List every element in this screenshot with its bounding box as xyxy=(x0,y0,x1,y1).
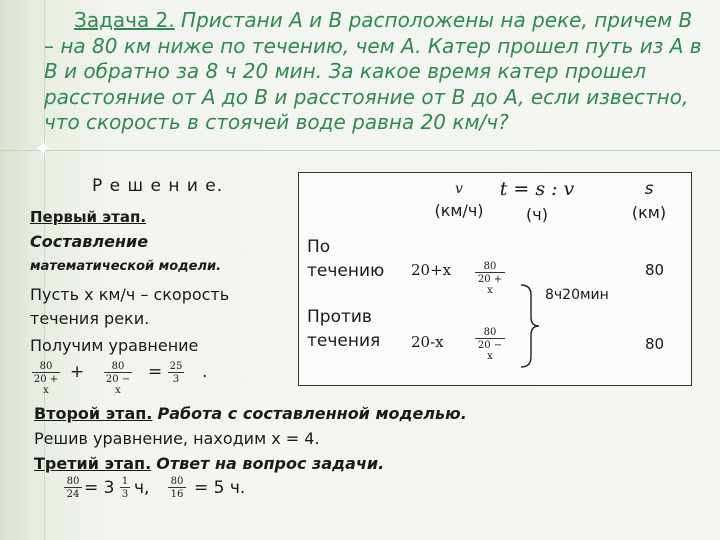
eq-fraction-2: $\frac{80}{20 - x}$ xyxy=(105,361,131,396)
col-s-unit: (км) xyxy=(631,203,667,222)
row2-v: 20-x xyxy=(411,333,444,351)
row2-label-1: Против xyxy=(307,307,372,327)
stage2-title: Второй этап. xyxy=(34,404,153,423)
row1-label-2: течению xyxy=(307,261,385,281)
answer-2-value: = 5 ч. xyxy=(194,478,246,498)
row1-label-1: По xyxy=(307,237,331,257)
col-v-header: v xyxy=(455,181,463,197)
answer-1-unit: ч, xyxy=(134,478,150,498)
task-statement xyxy=(44,8,704,136)
row1-t-fraction: $\frac{80}{20 + x}$ xyxy=(475,261,505,296)
stage1-title: Первый этап. xyxy=(30,208,147,226)
stage2-text: Работа с составленной моделью. xyxy=(157,404,467,423)
stage3-text: Ответ на вопрос задачи. xyxy=(156,454,385,473)
solution-table xyxy=(298,172,692,386)
task-text: Пристани A и B расположены на реке, причем B – на 80 км ниже по течению, чем A. Катер прошел путь из A в B и обратно за 8 ч 20 мин. За какое время катер прошел расстояние от A до B и расстояние от B до A, если известно, что скорость в стоячей воде равна 20 км/ч? xyxy=(44,8,702,134)
stage2-result: Решив уравнение, находим x = 4. xyxy=(34,429,320,448)
eq-equals: = xyxy=(148,362,163,382)
eq-end: . xyxy=(202,362,208,382)
task-label: Задача 2. xyxy=(74,8,175,32)
row2-t-fraction: $\frac{80}{20 - x}$ xyxy=(475,327,505,362)
answer-1-value: = 3 xyxy=(84,478,115,498)
row2-s: 80 xyxy=(645,335,665,353)
total-time: 8ч20мин xyxy=(545,287,609,303)
decor-sparkle-icon: ✦ xyxy=(34,137,53,162)
col-t-header: t = s : v xyxy=(499,178,575,200)
row2-label-2: течения xyxy=(307,331,381,351)
col-v-unit: (км/ч) xyxy=(434,201,484,220)
stage3-line xyxy=(34,454,384,473)
stage2-line xyxy=(34,404,467,423)
equation-intro: Получим уравнение xyxy=(30,336,199,355)
eq-fraction-1: $\frac{80}{20 + x}$ xyxy=(33,361,59,396)
col-s-header: s xyxy=(644,179,654,199)
let-line2: течения реки. xyxy=(30,309,150,328)
decor-horizontal-line xyxy=(0,150,720,151)
stage3-title: Третий этап. xyxy=(34,454,152,473)
answer-fraction-1: $\frac{80}{24}$ xyxy=(64,476,82,500)
eq-plus: + xyxy=(70,362,85,382)
stage1-sub1: Составление xyxy=(30,232,149,251)
answer-1-mixed-fraction: $\frac{1}{3}$ xyxy=(121,476,129,500)
let-line1: Пусть x км/ч – скорость xyxy=(30,285,230,304)
solution-heading: Р е ш е н и е. xyxy=(92,176,224,196)
col-t-unit: (ч) xyxy=(526,205,548,224)
row1-v: 20+x xyxy=(411,261,452,279)
right-brace-icon xyxy=(517,283,541,369)
eq-fraction-3: $\frac{25}{3}$ xyxy=(169,361,183,385)
stage1-sub2: математической модели. xyxy=(30,259,222,274)
answer-fraction-2: $\frac{80}{16}$ xyxy=(168,476,186,500)
row1-s: 80 xyxy=(645,261,665,279)
